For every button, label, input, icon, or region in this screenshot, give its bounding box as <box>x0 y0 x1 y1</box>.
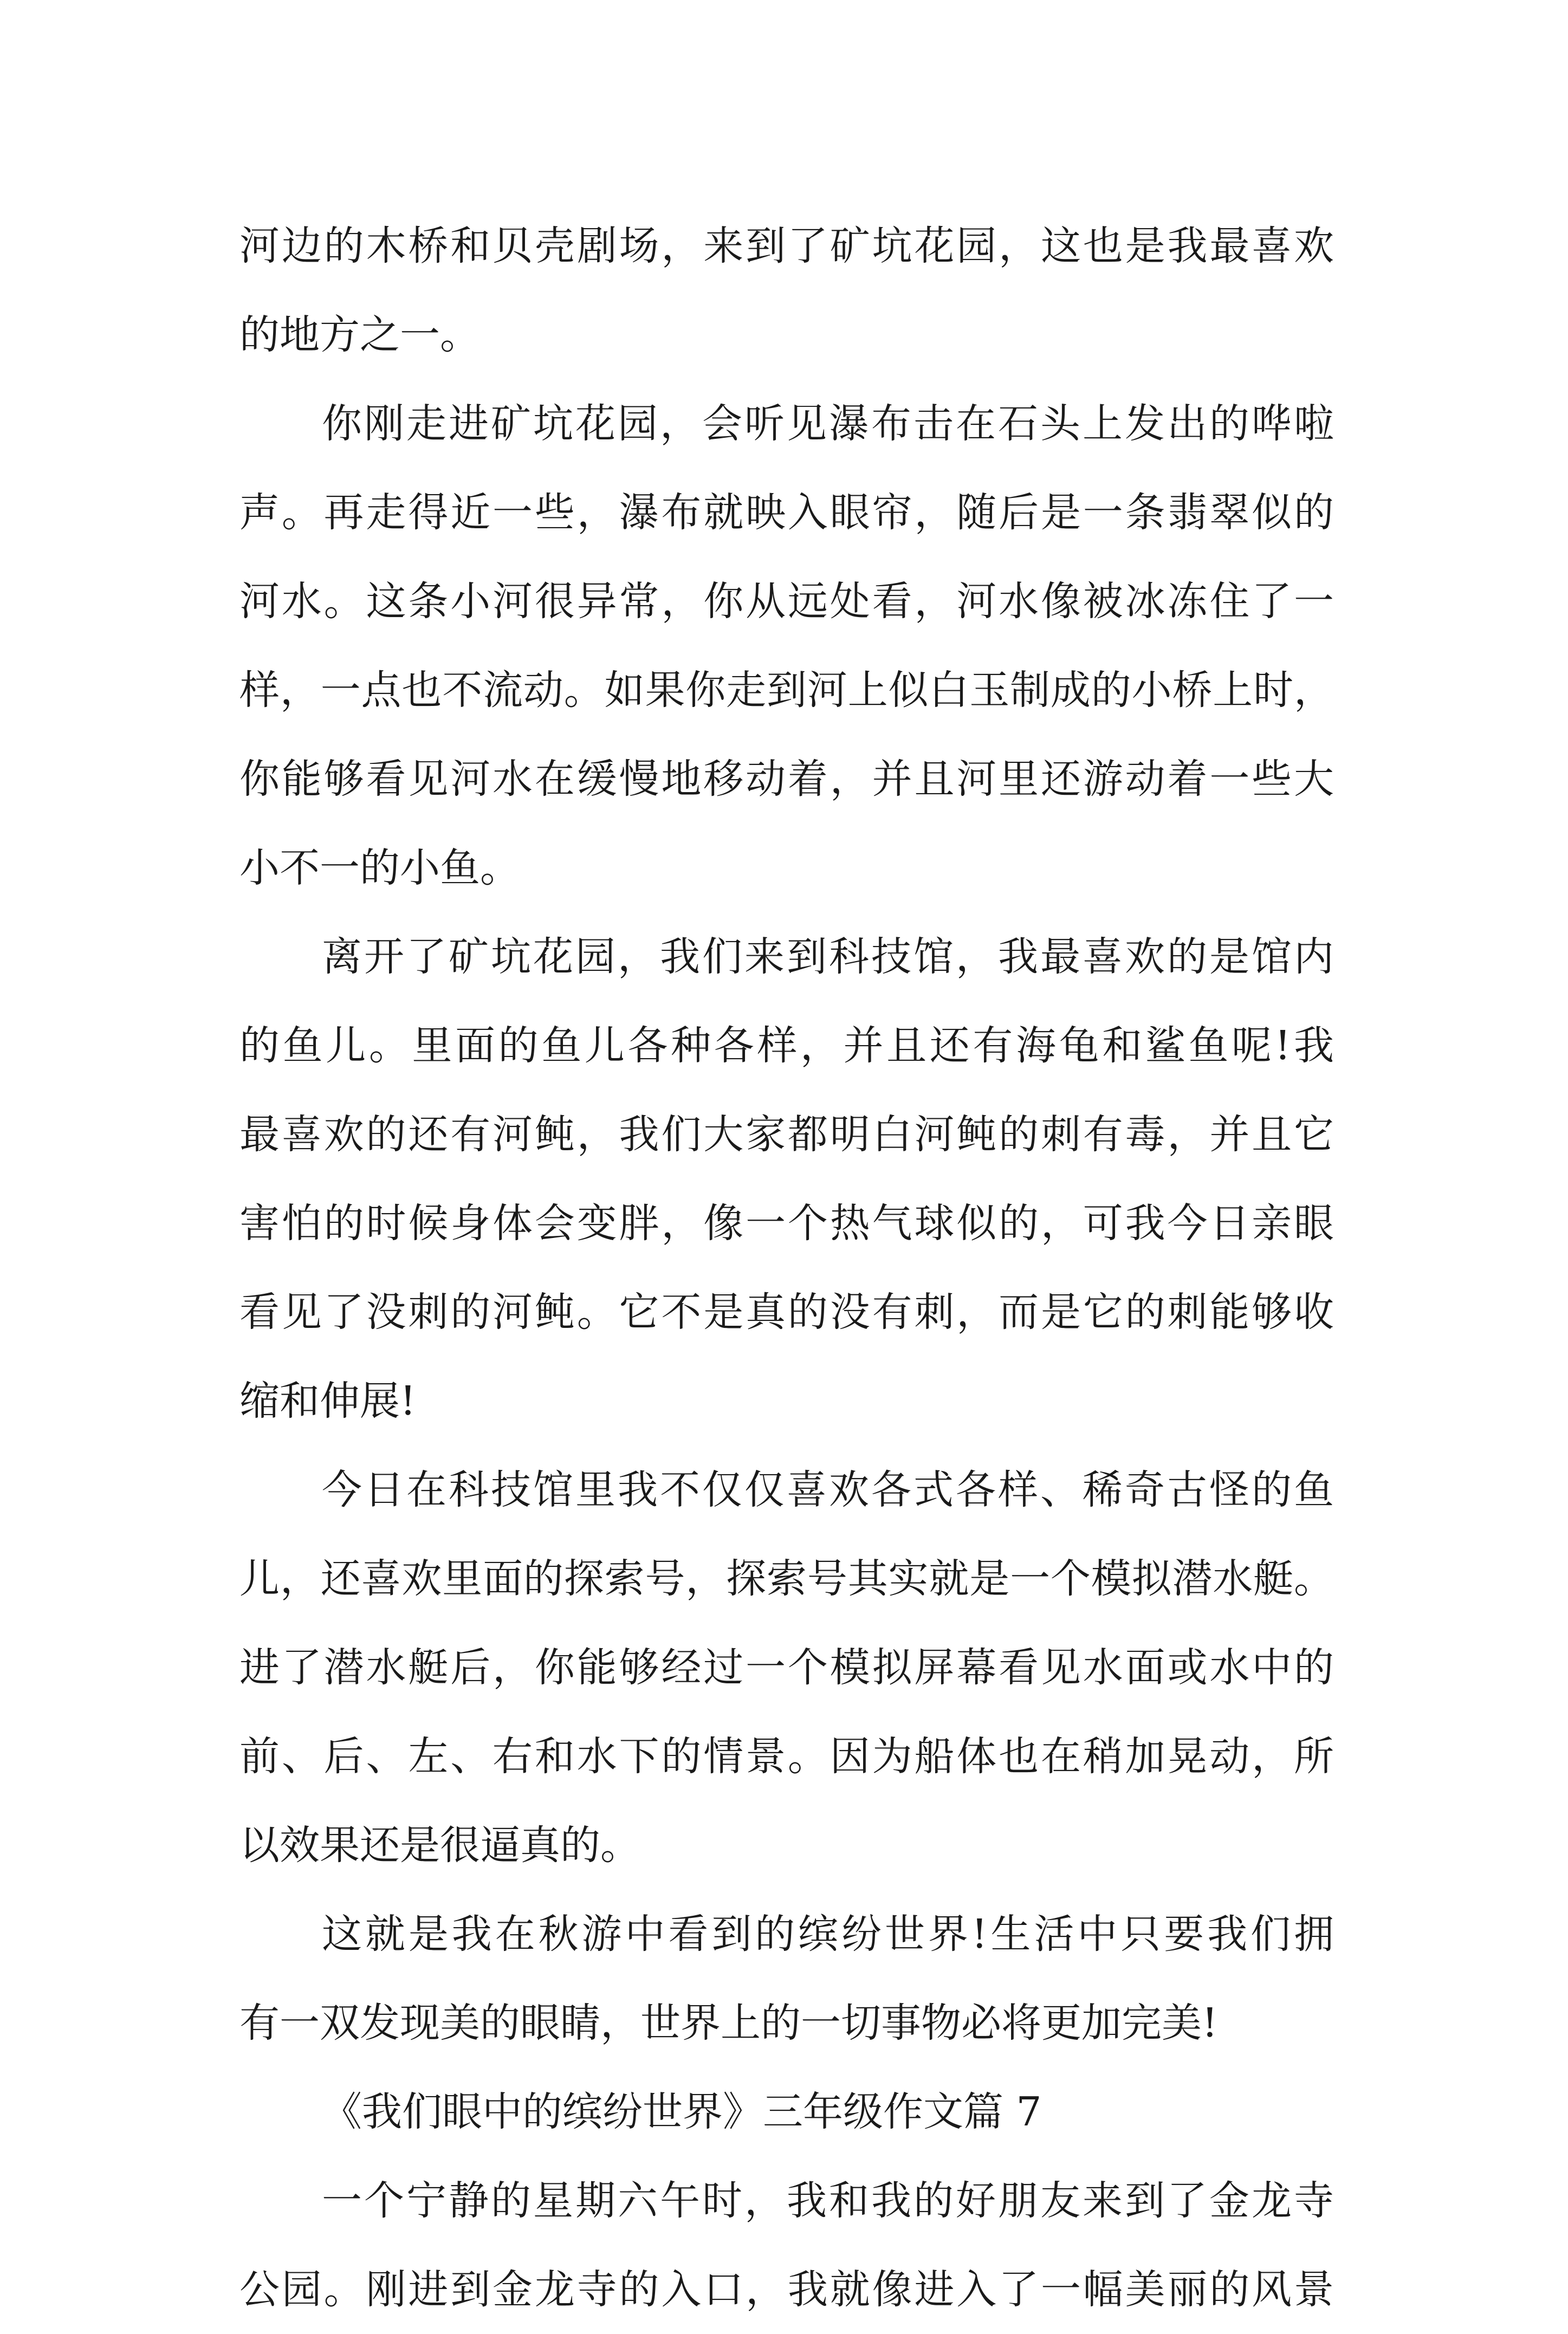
text-line: 这就是我在秋游中看到的缤纷世界!生活中只要我们拥 <box>322 1911 1334 1957</box>
text-line: 最喜欢的还有河鲀，我们大家都明白河鲀的刺有毒，并且它 <box>239 1111 1334 1158</box>
text-line: 前、后、左、右和水下的情景。因为船体也在稍加晃动，所 <box>239 1733 1334 1780</box>
text-line: 有一双发现美的眼睛，世界上的一切事物必将更加完美! <box>239 2000 1218 2046</box>
text-line: 声。再走得近一些，瀑布就映入眼帘，随后是一条翡翠似的 <box>239 489 1334 536</box>
text-line: 儿，还喜欢里面的探索号，探索号其实就是一个模拟潜水艇。 <box>239 1555 1334 1602</box>
text-line: 《我们眼中的缤纷世界》三年级作文篇 7 <box>322 2089 1042 2135</box>
text-line: 看见了没刺的河鲀。它不是真的没有刺，而是它的刺能够收 <box>239 1289 1334 1335</box>
text-line: 你能够看见河水在缓慢地移动着，并且河里还游动着一些大 <box>239 756 1334 802</box>
text-line: 一个宁静的星期六午时，我和我的好朋友来到了金龙寺 <box>322 2177 1334 2224</box>
text-line: 的地方之一。 <box>239 312 480 358</box>
text-line: 河边的木桥和贝壳剧场，来到了矿坑花园，这也是我最喜欢 <box>239 223 1334 269</box>
text-line: 小不一的小鱼。 <box>239 845 520 891</box>
text-line: 离开了矿坑花园，我们来到科技馆，我最喜欢的是馆内 <box>322 933 1334 980</box>
text-line: 你刚走进矿坑花园，会听见瀑布击在石头上发出的哗啦 <box>322 400 1334 447</box>
text-line: 的鱼儿。里面的鱼儿各种各样，并且还有海龟和鲨鱼呢!我 <box>239 1022 1334 1069</box>
text-line: 公园。刚进到金龙寺的入口，我就像进入了一幅美丽的风景 <box>239 2266 1334 2313</box>
text-line: 缩和伸展! <box>239 1378 416 1424</box>
essay-body <box>239 202 1334 2334</box>
text-line: 今日在科技馆里我不仅仅喜欢各式各样、稀奇古怪的鱼 <box>322 1467 1334 1513</box>
text-line: 进了潜水艇后，你能够经过一个模拟屏幕看见水面或水中的 <box>239 1644 1334 1691</box>
text-line: 害怕的时候身体会变胖，像一个热气球似的，可我今日亲眼 <box>239 1200 1334 1247</box>
text-line: 河水。这条小河很异常，你从远处看，河水像被冰冻住了一 <box>239 578 1334 625</box>
text-line: 以效果还是很逼真的。 <box>239 1822 640 1869</box>
text-line: 样，一点也不流动。如果你走到河上似白玉制成的小桥上时， <box>239 667 1334 714</box>
